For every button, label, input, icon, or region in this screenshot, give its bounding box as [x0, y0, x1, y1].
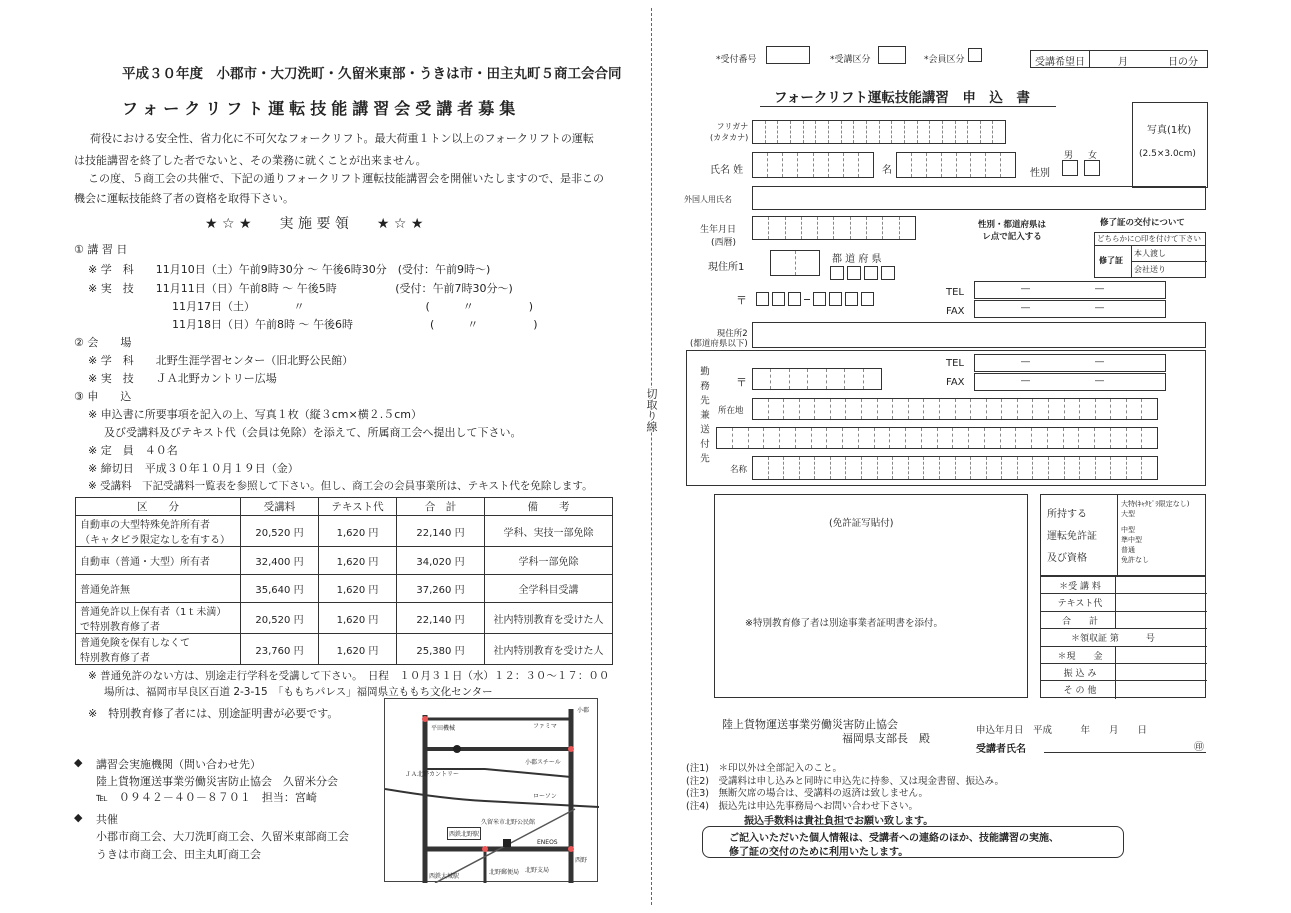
diamond-icon: ◆ — [74, 811, 83, 824]
note-1: ※ 普通免許のない方は、別途走行学科を受講して下さい。 日程 １０月３１日（水）１２：３０～１７：００ — [88, 670, 610, 682]
table-cell: 自動車の大型特殊免許所有者 （キャタピラ限定なしを有する） — [76, 516, 241, 547]
map-drawing — [385, 699, 599, 883]
cert-sub: どちらかに○印を付けて下さい — [1095, 233, 1205, 246]
table-cell: 自動車（普通・大型）所有者 — [76, 547, 241, 575]
cert-option-2[interactable]: 会社送り — [1131, 262, 1207, 278]
map-label: 西鉄大城駅 — [429, 873, 460, 880]
fee-row[interactable] — [1041, 681, 1207, 698]
name-sei-field[interactable] — [752, 152, 874, 178]
zip-label: 〒 — [736, 294, 747, 307]
intro-1: 荷役における安全性、省力化に不可欠なフォークリフト。最大荷重１トン以上のフォークリフトの運転 — [90, 132, 594, 145]
table-cell: 普通免許以上保有者（1ｔ未満） で特別教育修了者 — [76, 603, 241, 634]
title-underline — [760, 106, 1056, 107]
form-title: フォークリフト運転技能講習 申 込 書 — [774, 90, 1030, 106]
map-label: 小郡スチール — [525, 759, 561, 766]
uketsuke-label: *受付番号 — [716, 55, 757, 65]
cut-line — [651, 8, 652, 905]
work-label: 勤務先兼送付先 — [698, 366, 709, 468]
tel-label: TEL — [946, 287, 964, 298]
co-head: 共催 — [96, 813, 118, 826]
check-note: 性別・都道府県は レ点で記入する — [978, 220, 1047, 242]
intro-2: は技能講習を終了した者でないと、その業務に就くことが出来ません。 — [74, 154, 427, 167]
co-2: うきは市商工会、田主丸町商工会 — [96, 848, 261, 861]
kibou-box[interactable] — [1030, 50, 1208, 68]
license-head-2: 運転免許証 — [1047, 531, 1097, 542]
note-line: (注1) ＊印以外は全部記入のこと。 — [686, 763, 842, 774]
table-cell: 社内特別教育を受けた人 — [485, 634, 613, 665]
fee-box — [1040, 576, 1206, 698]
org-head: 講習会実施機関（問い合わせ先） — [96, 758, 261, 771]
work-zip-field[interactable] — [752, 368, 882, 390]
table-cell: 普通免険を保有しなくて 特別教育修了者 — [76, 634, 241, 665]
work-tel-field[interactable]: ― ― — [974, 354, 1166, 372]
map-label: ENEOS — [537, 839, 558, 846]
fee-row-label: そ の 他 — [1063, 686, 1097, 697]
furigana-field[interactable] — [752, 120, 1006, 144]
fee-table-header: 受講料 — [241, 498, 319, 516]
table-cell: 23,760 円 — [241, 634, 319, 665]
s2b: ※ 実 技 ＪＡ北野カントリー広場 — [88, 372, 277, 385]
license-head-3: 及び資格 — [1047, 553, 1087, 564]
uketsuke-box[interactable] — [766, 46, 810, 64]
diamond-icon: ◆ — [74, 756, 83, 769]
addr1-label: 現住所1 — [708, 262, 745, 273]
fee-row-label: ＊受 講 料 — [1059, 582, 1101, 592]
tel-field-1[interactable]: ― ― — [974, 281, 1166, 299]
org-1: 陸上貨物運送事業労働災害防止協会 久留米分会 — [96, 775, 338, 788]
shozaichi-field-1[interactable] — [752, 398, 1158, 420]
privacy-box — [702, 826, 1124, 858]
privacy-2: 修了証の交付のために利用いたします。 — [729, 847, 909, 858]
co-1: 小郡市商工会、大刀洗町商工会、久留米東部商工会 — [96, 830, 349, 843]
fee-row[interactable] — [1041, 664, 1207, 681]
kibou-month: 月 — [1118, 57, 1128, 68]
pref-checkbox[interactable] — [881, 266, 895, 280]
zip-field[interactable] — [756, 292, 874, 306]
kibou-day: 日の分 — [1168, 57, 1198, 68]
fee-table-header: 区 分 — [76, 498, 241, 516]
intro-4: 機会に運転技能終了者の資格を取得下さい。 — [74, 192, 294, 205]
photo-label: 写真(1枚) — [1147, 125, 1192, 136]
fee-row[interactable] — [1041, 594, 1207, 611]
org-2: ℡ ０９４２－４０－８７０１ 担当：宮崎 — [96, 791, 317, 804]
note-line: (注4) 振込先は申込先事務局へお問い合わせ下さい。 — [686, 800, 918, 812]
license-head-1: 所持する — [1047, 509, 1087, 520]
kaiin-label: *会員区分 — [924, 55, 965, 65]
map-label: ローソン — [533, 793, 557, 800]
table-cell: 学科、実技一部免除 — [485, 516, 613, 547]
table-cell: 35,640 円 — [241, 575, 319, 603]
fee-row-label: 振 込 み — [1063, 669, 1097, 679]
map-label: 北野郵便局 — [489, 869, 520, 876]
table-cell: 22,140 円 — [397, 516, 485, 547]
fee-note: 振込手数料は貴社負担でお願い致します。 — [744, 816, 934, 827]
map-label: 西野 — [575, 857, 588, 864]
work-fax-field[interactable]: ― ― — [974, 373, 1166, 391]
fee-row[interactable] — [1041, 629, 1207, 646]
table-cell: 1,620 円 — [319, 603, 397, 634]
male-label: 男 — [1064, 151, 1074, 161]
intro-3: この度、５商工会の共催で、下記の通りフォークリフト運転技能講習会を開催いたしますので、是非この — [88, 172, 605, 185]
cert-head: 修了証の交付について — [1100, 218, 1185, 228]
furigana-label: フリガナ (カタカナ) — [710, 122, 749, 142]
male-checkbox[interactable] — [1062, 160, 1078, 176]
license-type-box — [1040, 494, 1206, 576]
fax-field-1[interactable]: ― ― — [974, 300, 1166, 318]
table-cell: 34,020 円 — [397, 547, 485, 575]
fee-table-header: テキスト代 — [319, 498, 397, 516]
s3d: ※ 締切日 平成３０年１０月１９日（金） — [88, 462, 299, 475]
assoc-1: 陸上貨物運送事業労働災害防止協会 — [722, 718, 898, 731]
title-line1: 平成３０年度 小郡市・大刀洗町・久留米東部・うきは市・田主丸町５商工会合同 — [122, 66, 622, 82]
table-cell: 1,620 円 — [319, 516, 397, 547]
map-label: ＪＡ北野カントリー — [405, 771, 460, 778]
shozaichi-label: 所在地 — [718, 406, 744, 416]
meisho-label: 名称 — [730, 465, 748, 475]
map-label: 久留米市北野公民館 — [481, 819, 536, 826]
todofuken-label: 都 道 府 県 — [832, 254, 882, 265]
foreign-label: 外国人用氏名 — [684, 195, 732, 204]
fee-row-label: ＊現 金 — [1057, 651, 1103, 662]
kibou-label: 受講希望日 — [1031, 51, 1090, 67]
applicant-line — [1044, 752, 1206, 753]
table-cell: 社内特別教育を受けた人 — [485, 603, 613, 634]
kubun-label: *受講区分 — [830, 55, 871, 65]
pref-field[interactable] — [770, 250, 820, 276]
kaiin-box[interactable] — [968, 48, 982, 62]
name-mei-label: 名 — [882, 165, 892, 176]
fax-label: FAX — [946, 306, 965, 317]
apply-date: 申込年月日 平成 年 月 日 — [976, 725, 1148, 736]
map-label: 平田機械 — [431, 725, 456, 732]
name-mei-field[interactable] — [896, 152, 1016, 178]
female-checkbox[interactable] — [1084, 160, 1100, 176]
table-cell: 37,260 円 — [397, 575, 485, 603]
cert-label: 修了証 — [1099, 256, 1123, 265]
special-note: ※特別教育修了者は別途事業者証明書を添付。 — [745, 618, 943, 629]
work-tel-label: TEL — [946, 358, 964, 369]
note-3: ※ 特別教育修了者には、別途証明書が必要です。 — [88, 707, 339, 720]
seal-icon: ㊞ — [1194, 742, 1204, 753]
birth-field[interactable] — [752, 216, 916, 240]
table-cell: 32,400 円 — [241, 547, 319, 575]
map-label: 小郡 — [577, 707, 590, 714]
assoc-2: 福岡県支部長 殿 — [842, 732, 930, 745]
table-row — [76, 516, 613, 547]
s3e: ※ 受講料 下記受講料一覧表を参照して下さい。但し、商工会の会員事業所は、テキスト代を免除します。 — [88, 480, 593, 492]
fee-table-header: 備 考 — [485, 498, 613, 516]
pref-checkbox[interactable] — [864, 266, 878, 280]
addr2-field[interactable] — [752, 322, 1206, 348]
note-2: 場所は、福岡市早良区百道 2-3-15 「ももちパレス」福岡県立ももち文化センター — [104, 686, 493, 698]
table-cell: 25,380 円 — [397, 634, 485, 665]
pref-checkbox[interactable] — [847, 266, 861, 280]
fee-table-header: 合 計 — [397, 498, 485, 516]
pref-checkboxes — [830, 266, 895, 280]
s3: ③ 申 込 — [74, 390, 132, 403]
table-cell: 22,140 円 — [397, 603, 485, 634]
title-line2: フォークリフト運転技能講習会受講者募集 — [122, 99, 521, 118]
foreign-field[interactable] — [752, 186, 1206, 210]
s1c: 11月17日（土） 〃 ( 〃 ) — [172, 300, 534, 313]
table-row — [76, 547, 613, 575]
table-cell: 1,620 円 — [319, 575, 397, 603]
s1: ① 講 習 日 — [74, 243, 128, 256]
table-cell: 1,620 円 — [319, 634, 397, 665]
work-zip-label: 〒 — [736, 376, 747, 389]
s1d: 11月18日（日）午前8時 ～ 午後6時 ( 〃 ) — [172, 318, 538, 331]
table-cell: 20,520 円 — [241, 516, 319, 547]
note-line: (注2) 受講料は申し込みと同時に申込先に持参、又は現金書留、振込み。 — [686, 775, 1005, 787]
fee-row[interactable] — [1041, 647, 1207, 664]
map-label: 西鉄北野駅 — [447, 827, 481, 840]
table-cell: 普通免許無 — [76, 575, 241, 603]
fee-row[interactable] — [1041, 612, 1207, 629]
table-cell: 1,620 円 — [319, 547, 397, 575]
table-row — [76, 634, 613, 665]
s1b: ※ 実 技 11月11日（日）午前8時 ～ 午後5時 (受付：午前7時30分～) — [88, 282, 513, 295]
table-row — [76, 575, 613, 603]
name-sei-label: 氏名 姓 — [710, 165, 744, 176]
birth-label: 生年月日 (西暦) — [700, 225, 737, 248]
license-paste-label: (免許証写貼付) — [829, 518, 894, 529]
cert-option-1[interactable]: 本人渡し — [1131, 246, 1207, 262]
addr2-label: 現住所2 (都道府県以下) — [690, 329, 748, 349]
fee-table — [75, 497, 613, 665]
table-cell: 20,520 円 — [241, 603, 319, 634]
shozaichi-field-2[interactable] — [716, 427, 1158, 449]
table-row — [76, 603, 613, 634]
s2: ② 会 場 — [74, 336, 132, 349]
pref-checkbox[interactable] — [830, 266, 844, 280]
meisho-field[interactable] — [752, 456, 1158, 480]
work-fax-label: FAX — [946, 377, 965, 388]
cut-label: 切取り線 — [645, 388, 658, 432]
fee-row-label: 合 計 — [1061, 616, 1098, 627]
table-cell: 全学科目受講 — [485, 575, 613, 603]
cert-box — [1094, 232, 1206, 278]
applicant-label[interactable]: 受講者氏名 — [976, 744, 1026, 755]
photo-box — [1132, 102, 1208, 188]
license-types[interactable]: 大特(ｷｬﾀﾋﾟﾗ限定なし) 大型 中型 準中型 普通 免許なし — [1121, 500, 1190, 564]
s3a: ※ 申込書に所要事項を記入の上、写真１枚（縦３cm×横２.５cm） — [88, 408, 422, 421]
s3c: ※ 定 員 ４０名 — [88, 444, 178, 457]
seibetsu-label: 性別 — [1030, 168, 1050, 179]
map-label: ファミマ — [533, 723, 557, 730]
license-paste-box[interactable] — [714, 494, 1028, 698]
privacy-1: ご記入いただいた個人情報は、受講者への連絡のほか、技能講習の実施、 — [729, 833, 1059, 844]
map-label: 北野支局 — [525, 867, 550, 874]
note-line: (注3) 無断欠席の場合は、受講料の返済は致しません。 — [686, 788, 929, 799]
heading: ★ ☆ ★ 実 施 要 領 ★ ☆ ★ — [205, 216, 424, 232]
s3b: 及び受講料及びテキスト代（会員は免除）を添えて、所属商工会へ提出して下さい。 — [104, 426, 522, 439]
access-map — [384, 698, 598, 882]
photo-size: (2.5×3.0cm) — [1139, 149, 1196, 159]
table-cell: 学科一部免除 — [485, 547, 613, 575]
fee-row[interactable] — [1041, 577, 1207, 594]
female-label: 女 — [1088, 151, 1098, 161]
fee-row-label: ＊領収証 第 号 — [1071, 634, 1155, 645]
s1a: ※ 学 科 11月10日（土）午前9時30分 ～ 午後6時30分 (受付：午前9時～) — [88, 263, 491, 276]
s2a: ※ 学 科 北野生涯学習センター（旧北野公民館） — [88, 354, 354, 367]
kubun-box[interactable] — [878, 46, 906, 64]
fee-row-label: テキスト代 — [1057, 599, 1103, 610]
